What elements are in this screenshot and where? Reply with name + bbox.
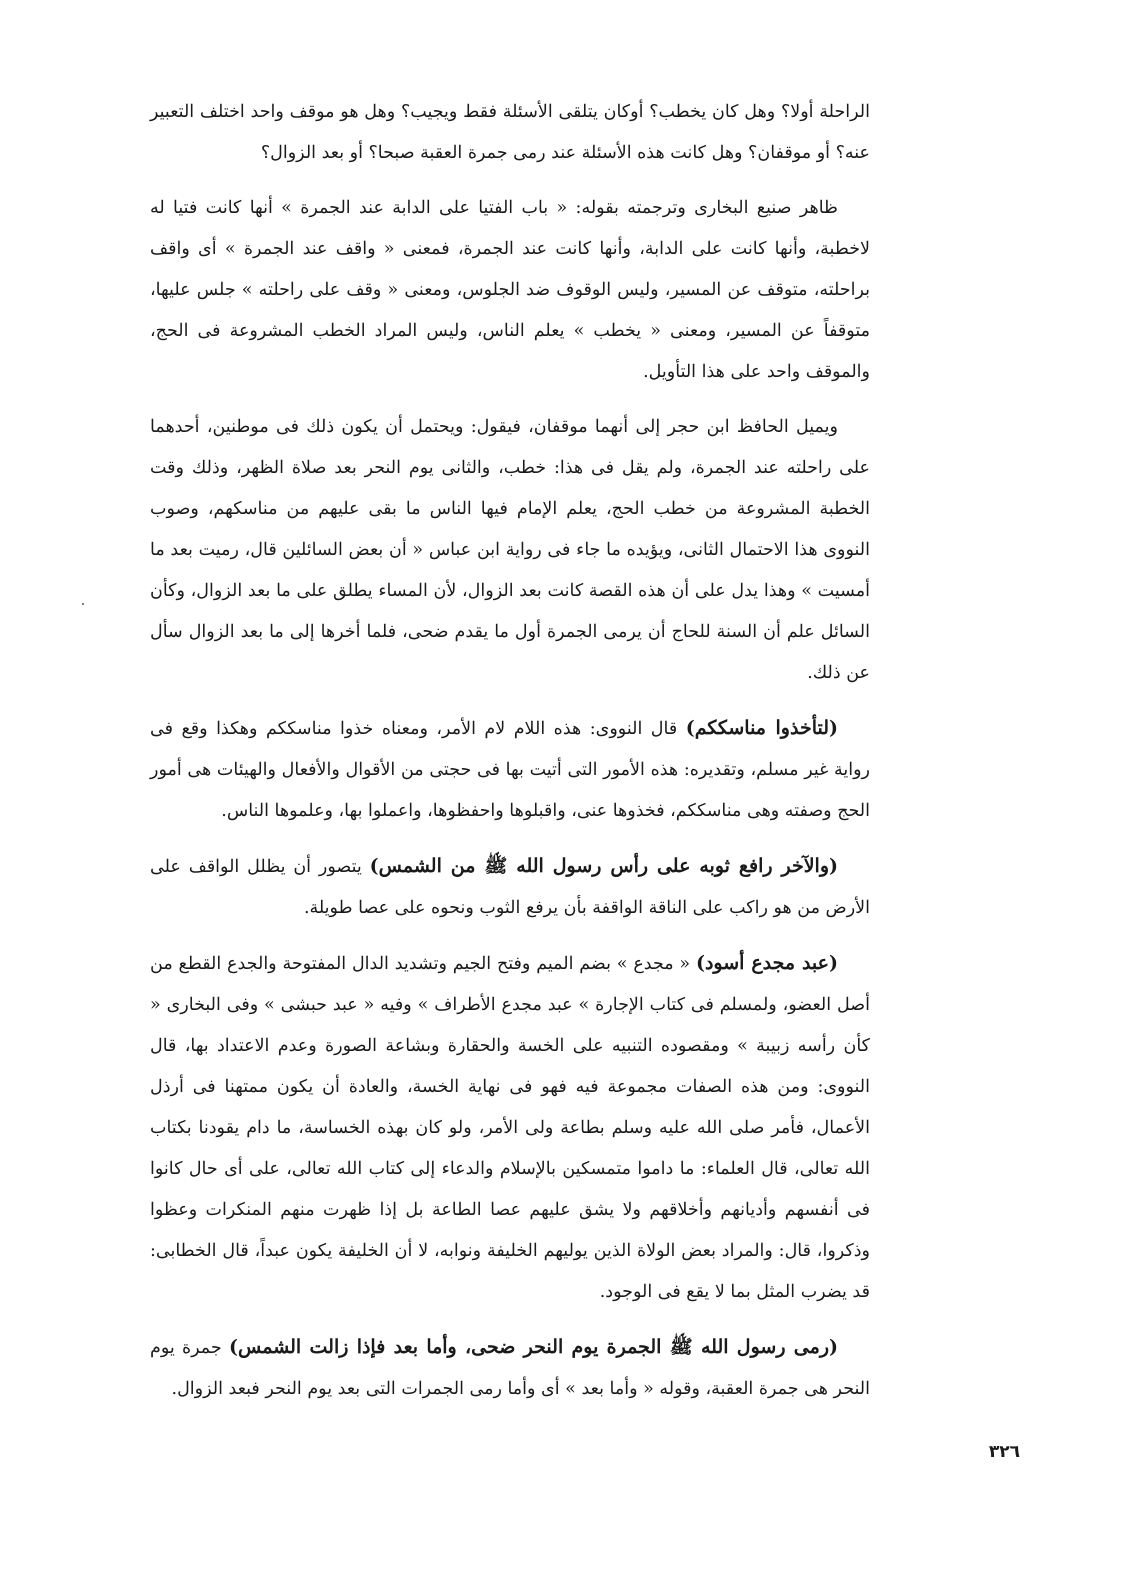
paragraph-1: [150, 92, 870, 174]
paragraph-4: [150, 708, 870, 832]
scan-speck: [82, 603, 84, 605]
paragraph-text: الراحلة أولا؟ وهل كان يخطب؟ أوكان يتلقى الأسئلة فقط ويجيب؟ وهل هو موقف واحد اختلف التعبير عنه؟ أو موقفان؟ وهل كانت هذه الأسئلة عند رمى جمرة العقبة صبحا؟ أو بعد الزوال؟: [150, 102, 870, 163]
paragraph-6: [150, 943, 870, 1313]
paragraph-text: « مجدع » بضم الميم وفتح الجيم وتشديد الدال المفتوحة والجدع القطع من أصل العضو، ولمسلم فى كتاب الإجارة » عبد مجدع الأطراف » وفيه « عبد حبشى » وفى البخارى « كأن رأسه زبيبة » ومقصوده التنبيه على الخسة والحقارة وبشاعة الصورة وعدم الاعتداد بها، قال النووى: ومن هذه الصفات مجموعة فيه فهو فى نهاية الخسة، والعادة أن يكون ممتهنا فى أرذل الأعمال، فأمر صلى الله عليه وسلم بطاعة ولى الأمر، ولو كان بهذه الخساسة، ما دام يقودنا بكتاب الله تعالى، قال العلماء: ما داموا متمسكين بالإسلام والدعاء إلى كتاب الله تعالى، على أى حال كانوا فى أنفسهم وأديانهم وأخلاقهم ولا يشق عليهم عصا الطاعة بل إذا ظهرت منهم المنكرات وعظوا وذكروا، قال: والمراد بعض الولاة الذين يوليهم الخليفة ونوابه، لا أن الخليفة يكون عبداً، قال الخطابى: قد يضرب المثل بما لا يقع فى الوجود.: [150, 954, 870, 1302]
paragraph-text: ويميل الحافظ ابن حجر إلى أنهما موقفان، فيقول: ويحتمل أن يكون ذلك فى موطنين، أحدهما على راحلته عند الجمرة، ولم يقل فى هذا: خطب، والثانى يوم النحر بعد صلاة الظهر، وذلك وقت الخطبة المشروعة من خطب الحج، يعلم الإمام فيها الناس ما بقى عليهم من مناسكهم، وصوب النووى هذا الاحتمال الثانى، ويؤيده ما جاء فى رواية ابن عباس « أن بعض السائلين قال، رميت بعد ما أمسيت » وهذا يدل على أن هذه القصة كانت بعد الزوال، لأن المساء يطلق على ما بعد الزوال، وكأن السائل علم أن السنة للحاج أن يرمى الجمرة أول ما يقدم ضحى، فلما أخرها إلى ما بعد الزوال سأل عن ذلك.: [150, 417, 870, 683]
paragraph-7: [150, 1327, 870, 1410]
paragraph-5: [150, 846, 870, 929]
paragraph-heading: (عبد مجدع أسود): [695, 952, 838, 974]
paragraph-text: قال النووى: هذه اللام لام الأمر، ومعناه خذوا مناسككم وهكذا وقع فى رواية غير مسلم، وتقديره: هذه الأمور التى أتيت بها فى حجتى من الأقوال والأفعال والهيئات هى أمور الحج وصفته وهى مناسككم، فخذوها عنى، واقبلوها واحفظوها، واعملوا بها، وعلموها الناس.: [150, 719, 870, 821]
text-column: [150, 92, 870, 1424]
paragraph-text: يتصور أن يظلل الواقف على الأرض من هو راكب على الناقة الواقفة بأن يرفع الثوب ونحوه على عصا طويلة.: [150, 857, 870, 918]
paragraph-heading: (رمى رسول الله ﷺ الجمرة يوم النحر ضحى، وأما بعد فإذا زالت الشمس): [229, 1336, 838, 1358]
paragraph-text: ظاهر صنيع البخارى وترجمته بقوله: « باب الفتيا على الدابة عند الجمرة » أنها كانت فتيا له لاخطبة، وأنها كانت على الدابة، وأنها كانت عند الجمرة، فمعنى « واقف عند الجمرة » أى واقف براحلته، متوقف عن المسير، وليس الوقوف ضد الجلوس، ومعنى « وقف على راحلته » جلس عليها، متوقفاً عن المسير، ومعنى « يخطب » يعلم الناس، وليس المراد الخطب المشروعة فى الحج، والموقف واحد على هذا التأويل.: [150, 198, 870, 382]
paragraph-heading: (والآخر رافع ثوبه على رأس رسول الله ﷺ من الشمس): [369, 855, 838, 877]
paragraph-3: [150, 407, 870, 694]
page-number: ٣٢٦: [988, 1442, 1020, 1462]
paragraph-text: جمرة يوم النحر هى جمرة العقبة، وقوله « وأما بعد » أى وأما رمى الجمرات التى بعد يوم النحر فبعد الزوال.: [150, 1338, 870, 1399]
paragraph-2: [150, 188, 870, 393]
paragraph-heading: (لتأخذوا مناسككم): [685, 717, 838, 739]
